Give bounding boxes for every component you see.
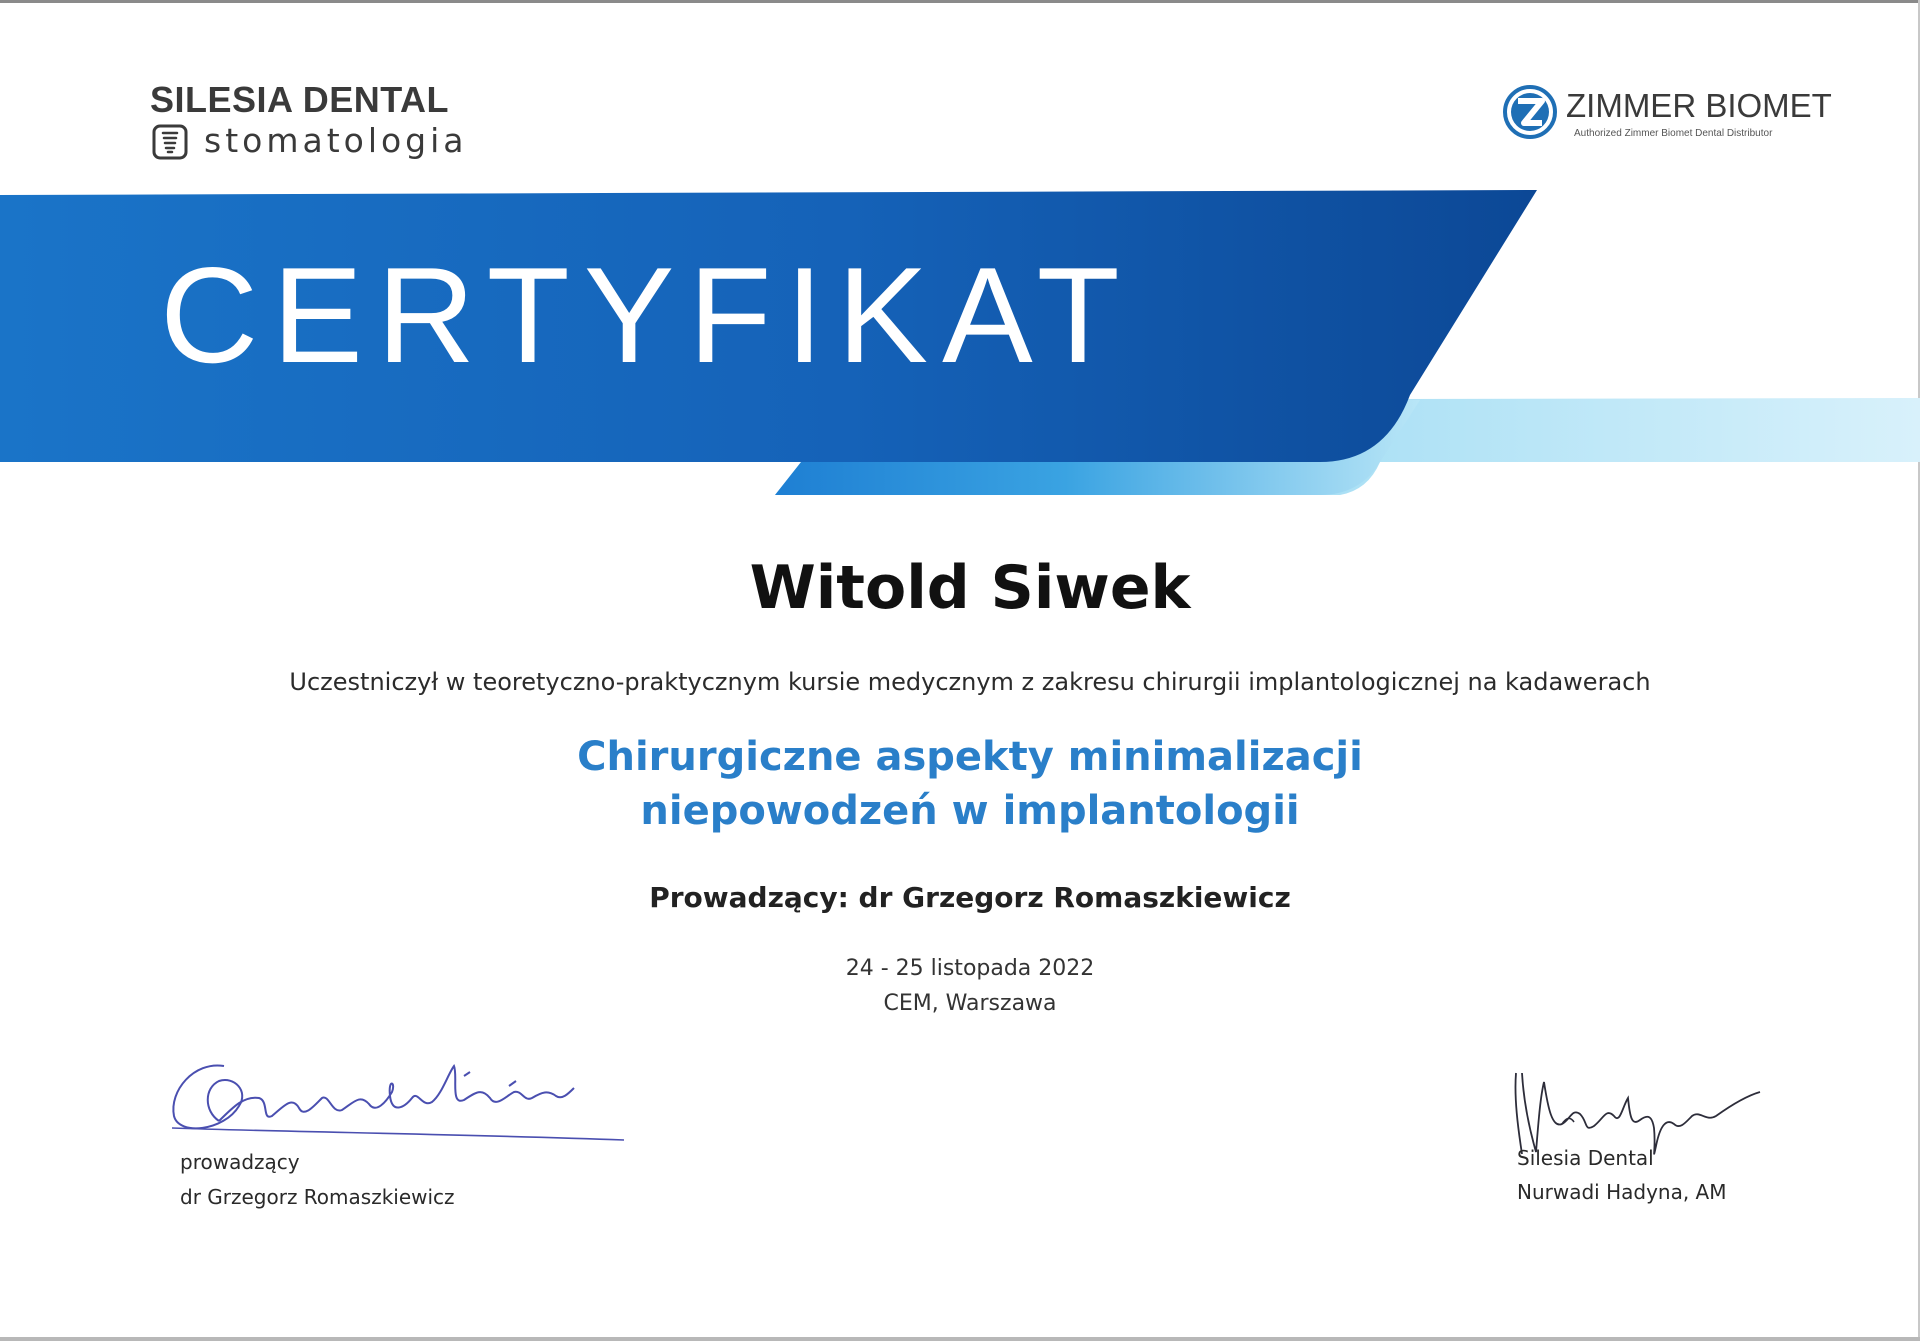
left-signature-role: prowadzący (180, 1150, 300, 1174)
zimmer-biomet-brand-name: ZIMMER BIOMET (1566, 87, 1832, 124)
course-title-line-1: Chirurgiczne aspekty minimalizacji (577, 734, 1363, 780)
lecturer-line: Prowadzący: dr Grzegorz Romaszkiewicz (649, 881, 1291, 914)
zimmer-biomet-z-icon (1502, 84, 1558, 140)
zimmer-biomet-logo (1502, 84, 1832, 148)
scan-edge-bottom (0, 1337, 1920, 1341)
right-signature-organization: Silesia Dental (1517, 1146, 1654, 1170)
course-date: 24 - 25 listopada 2022 (845, 956, 1095, 981)
silesia-dental-subtitle: stomatologia (204, 121, 468, 160)
course-title-line-2: niepowodzeń w implantologii (640, 788, 1300, 834)
lecturer-signature (164, 1036, 634, 1146)
participation-statement: Uczestniczył w teoretyczno-praktycznym kursie medycznym z zakresu chirurgii implantologicznej na kadawerach (289, 668, 1651, 696)
course-title (10, 730, 1920, 838)
silesia-dental-logo (150, 80, 490, 160)
left-signature-name: dr Grzegorz Romaszkiewicz (180, 1185, 455, 1209)
silesia-dental-brand-name: SILESIA DENTAL (150, 79, 450, 120)
zimmer-biomet-tagline: Authorized Zimmer Biomet Dental Distributor (1574, 128, 1773, 139)
right-signature-name: Nurwadi Hadyna, AM (1517, 1180, 1727, 1204)
tooth-implant-icon (152, 124, 188, 160)
certificate-title: CERTYFIKAT (160, 239, 1134, 391)
course-location: CEM, Warszawa (883, 991, 1057, 1016)
scan-edge-top (0, 0, 1920, 3)
recipient-name: Witold Siwek (749, 553, 1191, 623)
